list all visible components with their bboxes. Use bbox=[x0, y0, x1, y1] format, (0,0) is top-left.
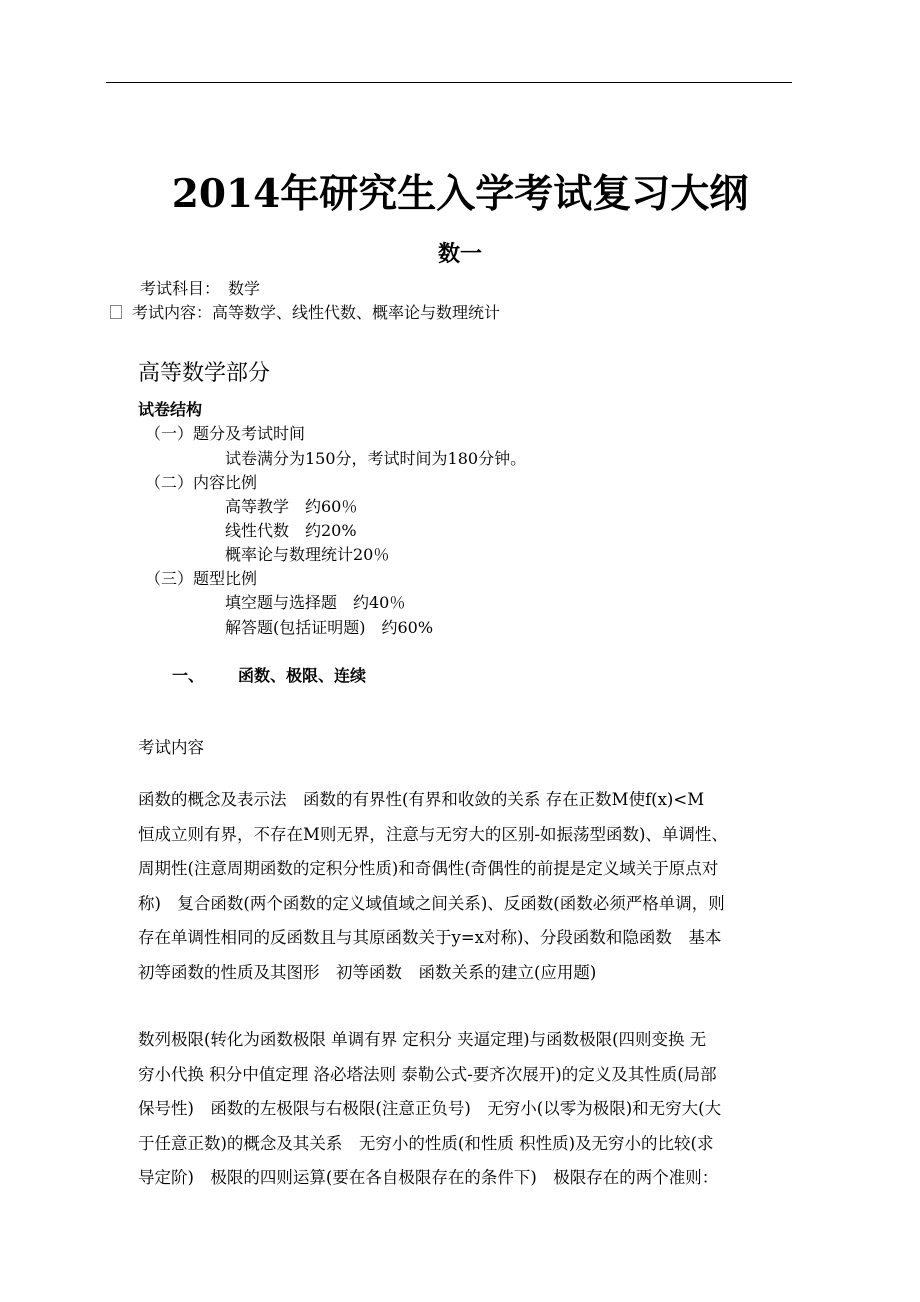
header-rule bbox=[106, 82, 792, 83]
document-subtitle: 数一 bbox=[437, 241, 482, 267]
section-title: 高等数学部分 bbox=[138, 361, 271, 386]
paragraph-line: 周期性(注意周期函数的定积分性质)和奇偶性(奇偶性的前提是定义域关于原点对 bbox=[138, 859, 719, 878]
chapter-number: 一、 bbox=[172, 666, 205, 685]
paragraph-line: 保号性) 函数的左极限与右极限(注意正负号) 无穷小(以零为极限)和无穷大(大 bbox=[138, 1099, 722, 1118]
structure-part1-line: 试卷满分为150分，考试时间为180分钟。 bbox=[225, 449, 527, 468]
structure-part2-line: 高等教学 约60％ bbox=[225, 497, 358, 516]
exam-content: 考试内容：高等数学、线性代数、概率论与数理统计 bbox=[132, 303, 501, 322]
structure-part2-line: 线性代数 约20% bbox=[225, 521, 357, 540]
exam-content-line bbox=[110, 301, 500, 325]
structure-part3-line: 解答题(包括证明题) 约60% bbox=[225, 618, 434, 637]
checkbox-bullet-icon bbox=[110, 305, 122, 319]
paragraph-line: 存在单调性相同的反函数且与其原函数关于y=x对称)、分段函数和隐函数 基本 bbox=[138, 928, 722, 947]
paragraph-line: 函数的概念及表示法 函数的有界性(有界和收敛的关系 存在正数M使f(x)<M bbox=[138, 790, 705, 809]
paragraph-line: 称) 复合函数(两个函数的定义域值域之间关系)、反函数(函数必须严格单调，则 bbox=[138, 893, 725, 913]
document-title: 2014年研究生入学考试复习大纲 bbox=[171, 171, 749, 217]
content-heading: 考试内容 bbox=[138, 738, 204, 757]
structure-part3-title: （三）题型比例 bbox=[145, 569, 258, 588]
paragraph-line: 初等函数的性质及其图形 初等函数 函数关系的建立(应用题) bbox=[138, 962, 597, 982]
paragraph-line: 于任意正数)的概念及其关系 无穷小的性质(和性质 积性质)及无穷小的比较(求 bbox=[138, 1133, 714, 1153]
structure-part3-line: 填空题与选择题 约40％ bbox=[225, 593, 406, 612]
structure-part2-title: （二）内容比例 bbox=[145, 473, 258, 492]
paragraph-line: 导定阶) 极限的四则运算(要在各自极限存在的条件下) 极限存在的两个准则： bbox=[138, 1168, 719, 1187]
paragraph-line: 恒成立则有界，不存在M则无界，注意与无穷大的区别-如振荡型函数)、单调性、 bbox=[138, 824, 728, 844]
paragraph-line: 数列极限(转化为函数极限 单调有界 定积分 夹逼定理)与函数极限(四则变换 无 bbox=[138, 1030, 707, 1049]
structure-heading: 试卷结构 bbox=[138, 400, 203, 419]
exam-subject: 考试科目： 数学 bbox=[140, 279, 261, 298]
paragraph-1 bbox=[138, 783, 798, 990]
paragraph-2 bbox=[138, 1023, 798, 1196]
structure-part2-line: 概率论与数理统计20％ bbox=[225, 545, 390, 564]
structure-part1-title: （一）题分及考试时间 bbox=[145, 424, 306, 443]
paragraph-line: 穷小代换 积分中值定理 洛必塔法则 泰勒公式-要齐次展开)的定义及其性质(局部 bbox=[138, 1064, 717, 1084]
chapter-heading bbox=[172, 664, 366, 688]
chapter-title: 函数、极限、连续 bbox=[238, 666, 367, 685]
